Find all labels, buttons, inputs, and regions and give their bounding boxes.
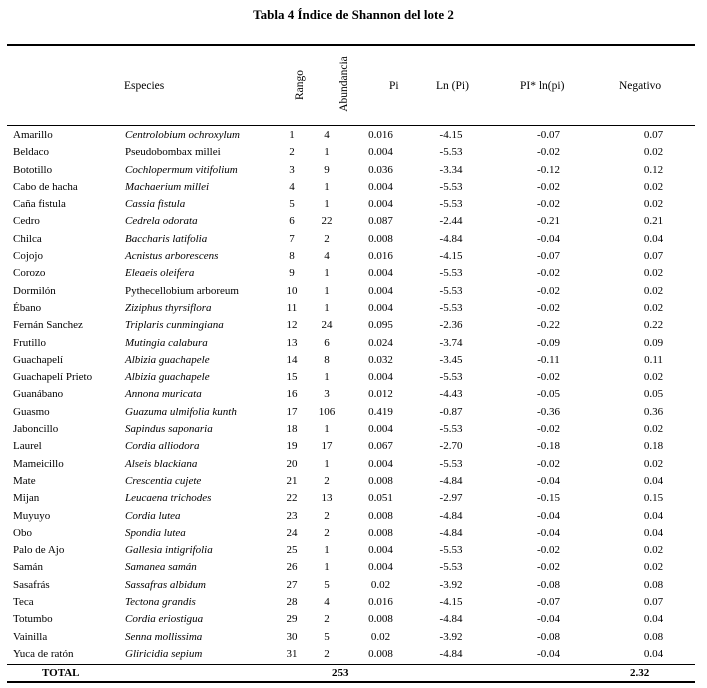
- scientific-name-cell: Albizia guachapele: [125, 353, 210, 366]
- pi-ln-pi-cell: -0.04: [537, 474, 560, 487]
- total-label: TOTAL: [42, 667, 80, 679]
- common-name-cell: Vainilla: [13, 630, 48, 643]
- common-name-cell: Sasafrás: [13, 578, 50, 591]
- pi-ln-pi-cell: -0.04: [537, 509, 560, 522]
- common-name-cell: Frutillo: [13, 336, 47, 349]
- common-name-cell: Amarillo: [13, 129, 53, 141]
- ln-pi-cell: -4.84: [439, 509, 463, 522]
- ln-pi-cell: -4.15: [439, 250, 463, 263]
- table-row: [7, 508, 701, 525]
- pi-cell: 0.419: [368, 405, 393, 418]
- common-name-cell: Jaboncillo: [13, 423, 59, 436]
- scientific-name-cell: Albizia guachapele: [125, 371, 210, 384]
- pi-cell: 0.004: [368, 301, 393, 314]
- abundance-cell: 1: [324, 457, 330, 470]
- abundance-cell: 1: [324, 284, 330, 297]
- table-row: [7, 231, 701, 248]
- common-name-cell: Totumbo: [13, 613, 53, 626]
- scientific-name-cell: Cordia eriostigua: [125, 613, 204, 626]
- rank-cell: 2: [289, 146, 295, 159]
- common-name-cell: Guachapelí Prieto: [13, 371, 93, 384]
- negative-cell: 0.36: [643, 405, 664, 418]
- pi-cell: 0.016: [368, 129, 393, 141]
- pi-ln-pi-cell: -0.02: [537, 544, 560, 557]
- ln-pi-cell: -3.92: [439, 578, 463, 591]
- top-rule: [7, 44, 695, 46]
- ln-pi-cell: -5.53: [439, 180, 463, 193]
- negative-cell: 0.02: [643, 457, 664, 470]
- rank-cell: 21: [286, 474, 298, 487]
- abundance-cell: 3: [324, 388, 330, 401]
- common-name-cell: Beldaco: [13, 146, 50, 159]
- negative-cell: 0.07: [643, 250, 664, 263]
- rank-cell: 28: [286, 596, 298, 609]
- pi-cell: 0.004: [368, 284, 393, 297]
- pi-cell: 0.008: [368, 647, 393, 660]
- rank-cell: 13: [286, 336, 298, 349]
- negative-cell: 0.08: [643, 630, 664, 643]
- table-row: [7, 438, 701, 455]
- common-name-cell: Laurel: [13, 440, 42, 453]
- scientific-name-cell: Annona muricata: [125, 388, 202, 401]
- negative-cell: 0.02: [643, 301, 664, 314]
- negative-cell: 0.07: [643, 596, 664, 609]
- table-row: [7, 317, 701, 334]
- rank-cell: 14: [286, 353, 298, 366]
- pi-ln-pi-cell: -0.07: [537, 129, 560, 141]
- negative-cell: 0.02: [643, 284, 664, 297]
- rank-cell: 7: [289, 232, 295, 245]
- table-row: [7, 179, 701, 196]
- negative-cell: 0.02: [643, 198, 664, 211]
- abundance-cell: 6: [324, 336, 330, 349]
- abundance-cell: 1: [324, 146, 330, 159]
- common-name-cell: Fernán Sanchez: [13, 319, 83, 332]
- negative-cell: 0.02: [643, 423, 664, 436]
- header-pi-ln-pi: PI* ln(pi): [520, 80, 565, 92]
- header-negative: Negativo: [619, 80, 662, 92]
- abundance-cell: 1: [324, 301, 330, 314]
- negative-cell: 0.08: [643, 578, 664, 591]
- negative-cell: 0.04: [643, 232, 664, 245]
- scientific-name-cell: Cordia alliodora: [125, 440, 200, 453]
- table-row: [7, 335, 701, 352]
- scientific-name-cell: Centrolobium ochroxylum: [125, 129, 240, 141]
- ln-pi-cell: -4.84: [439, 647, 463, 660]
- scientific-name-cell: Sapindus saponaria: [125, 423, 213, 436]
- ln-pi-cell: -5.53: [439, 198, 463, 211]
- table-row: [7, 577, 701, 594]
- rank-cell: 22: [286, 492, 298, 505]
- table-row: [7, 629, 701, 646]
- abundance-cell: 4: [324, 596, 330, 609]
- shannon-table: [7, 127, 701, 663]
- table-row: [7, 248, 701, 265]
- scientific-name-cell: Cordia lutea: [125, 509, 181, 522]
- common-name-cell: Chilca: [13, 232, 42, 245]
- ln-pi-cell: -5.53: [439, 146, 463, 159]
- pi-ln-pi-cell: -0.04: [537, 647, 560, 660]
- table-row: [7, 559, 701, 576]
- rank-cell: 31: [286, 647, 298, 660]
- pi-ln-pi-cell: -0.21: [537, 215, 560, 228]
- abundance-cell: 1: [324, 544, 330, 557]
- pi-ln-pi-cell: -0.02: [537, 561, 560, 574]
- common-name-cell: Muyuyo: [13, 509, 51, 522]
- rank-cell: 6: [289, 215, 295, 228]
- table-row: [7, 265, 701, 282]
- scientific-name-cell: Cedrela odorata: [125, 215, 198, 228]
- abundance-cell: 13: [321, 492, 333, 505]
- scientific-name-cell: Baccharis latifolia: [125, 232, 208, 245]
- pi-cell: 0.008: [368, 526, 393, 539]
- common-name-cell: Ébano: [13, 301, 42, 314]
- pi-cell: 0.024: [368, 336, 393, 349]
- abundance-cell: 5: [324, 630, 330, 643]
- rank-cell: 5: [289, 198, 295, 211]
- ln-pi-cell: -2.36: [439, 319, 463, 332]
- abundance-cell: 106: [318, 405, 336, 418]
- abundance-cell: 2: [324, 647, 330, 660]
- scientific-name-cell: Ziziphus thyrsiflora: [125, 301, 212, 314]
- rank-cell: 1: [289, 129, 295, 141]
- table-row: [7, 456, 701, 473]
- pi-cell: 0.004: [368, 267, 393, 280]
- rank-cell: 10: [286, 284, 298, 297]
- header-rule: [7, 125, 695, 126]
- pi-ln-pi-cell: -0.04: [537, 526, 560, 539]
- common-name-cell: Teca: [13, 596, 34, 609]
- pi-ln-pi-cell: -0.07: [537, 596, 560, 609]
- pi-cell: 0.004: [368, 180, 393, 193]
- ln-pi-cell: -5.53: [439, 457, 463, 470]
- rank-cell: 11: [286, 301, 298, 314]
- pi-ln-pi-cell: -0.05: [537, 388, 560, 401]
- scientific-name-cell: Spondia lutea: [125, 526, 186, 539]
- header-abundance: Abundancia: [338, 56, 350, 112]
- pi-ln-pi-cell: -0.04: [537, 232, 560, 245]
- common-name-cell: Samán: [13, 561, 43, 574]
- table-row: [7, 542, 701, 559]
- pi-cell: 0.095: [368, 319, 393, 332]
- pi-cell: 0.02: [370, 630, 391, 643]
- pi-ln-pi-cell: -0.02: [537, 198, 560, 211]
- scientific-name-cell: Machaerium millei: [125, 180, 210, 193]
- pi-cell: 0.004: [368, 371, 393, 384]
- negative-cell: 0.04: [643, 474, 664, 487]
- pi-ln-pi-cell: -0.07: [537, 250, 560, 263]
- common-name-cell: Corozo: [13, 267, 46, 280]
- rank-cell: 18: [286, 423, 298, 436]
- pi-ln-pi-cell: -0.02: [537, 267, 560, 280]
- ln-pi-cell: -4.84: [439, 613, 463, 626]
- common-name-cell: Guanábano: [13, 388, 64, 401]
- pi-ln-pi-cell: -0.11: [537, 353, 560, 366]
- pi-cell: 0.004: [368, 561, 393, 574]
- scientific-name-cell: Gliricidia sepium: [125, 647, 203, 660]
- ln-pi-cell: -5.53: [439, 423, 463, 436]
- table-row: [7, 404, 701, 421]
- pi-cell: 0.012: [368, 388, 393, 401]
- negative-cell: 0.04: [643, 613, 664, 626]
- negative-cell: 0.04: [643, 526, 664, 539]
- table-body: [7, 127, 701, 663]
- ln-pi-cell: -3.74: [439, 336, 463, 349]
- negative-cell: 0.02: [643, 180, 664, 193]
- header-pi: Pi: [389, 80, 399, 92]
- ln-pi-cell: -5.53: [439, 301, 463, 314]
- total-row: [7, 665, 695, 681]
- scientific-name-cell: Cochlopermum vitifolium: [125, 163, 238, 176]
- total-abundance: 253: [332, 667, 349, 679]
- pi-ln-pi-cell: -0.12: [537, 163, 560, 176]
- negative-cell: 0.05: [643, 388, 664, 401]
- table-row: [7, 594, 701, 611]
- rank-cell: 17: [286, 405, 298, 418]
- ln-pi-cell: -5.53: [439, 371, 463, 384]
- pi-cell: 0.087: [368, 215, 393, 228]
- scientific-name-cell: Samanea samán: [125, 561, 197, 574]
- ln-pi-cell: -5.53: [439, 561, 463, 574]
- common-name-cell: Cedro: [13, 215, 40, 228]
- rank-cell: 16: [286, 388, 298, 401]
- ln-pi-cell: -0.87: [439, 405, 463, 418]
- rank-cell: 15: [286, 371, 298, 384]
- negative-cell: 0.02: [643, 561, 664, 574]
- pi-ln-pi-cell: -0.02: [537, 371, 560, 384]
- table-row: [7, 611, 701, 628]
- table-title: Tabla 4 Índice de Shannon del lote 2: [253, 7, 454, 22]
- negative-cell: 0.18: [643, 440, 664, 453]
- header-rank: Rango: [294, 69, 306, 101]
- pi-ln-pi-cell: -0.02: [537, 180, 560, 193]
- rank-cell: 27: [286, 578, 298, 591]
- abundance-cell: 1: [324, 423, 330, 436]
- table-row: [7, 473, 701, 490]
- total-negative: 2.32: [630, 667, 650, 679]
- table-row: [7, 646, 701, 663]
- rank-cell: 4: [289, 180, 295, 193]
- ln-pi-cell: -4.15: [439, 596, 463, 609]
- rank-cell: 19: [286, 440, 298, 453]
- header-ln-pi: Ln (Pi): [436, 80, 469, 92]
- pi-cell: 0.008: [368, 613, 393, 626]
- abundance-cell: 2: [324, 509, 330, 522]
- table-row: [7, 144, 701, 161]
- ln-pi-cell: -5.53: [439, 544, 463, 557]
- abundance-cell: 2: [324, 613, 330, 626]
- pi-ln-pi-cell: -0.22: [537, 319, 560, 332]
- negative-cell: 0.02: [643, 544, 664, 557]
- abundance-cell: 8: [324, 353, 330, 366]
- abundance-cell: 4: [324, 250, 330, 263]
- scientific-name-cell: Alseis blackiana: [125, 457, 198, 470]
- table-row: [7, 352, 701, 369]
- pi-ln-pi-cell: -0.08: [537, 630, 560, 643]
- pi-cell: 0.051: [368, 492, 393, 505]
- negative-cell: 0.02: [643, 146, 664, 159]
- ln-pi-cell: -5.53: [439, 267, 463, 280]
- negative-cell: 0.04: [643, 509, 664, 522]
- abundance-cell: 2: [324, 474, 330, 487]
- ln-pi-cell: -2.44: [439, 215, 463, 228]
- table-row: [7, 283, 701, 300]
- pi-ln-pi-cell: -0.02: [537, 457, 560, 470]
- ln-pi-cell: -4.15: [439, 129, 463, 141]
- ln-pi-cell: -2.70: [439, 440, 463, 453]
- scientific-name-cell: Senna mollissima: [125, 630, 203, 643]
- scientific-name-cell: Crescentia cujete: [125, 474, 202, 487]
- table-row: [7, 213, 701, 230]
- bottom-rule: [7, 681, 695, 683]
- table-row: [7, 490, 701, 507]
- common-name-cell: Obo: [13, 526, 32, 539]
- ln-pi-cell: -2.97: [439, 492, 463, 505]
- table-row: [7, 127, 701, 144]
- rank-cell: 30: [286, 630, 298, 643]
- pi-cell: 0.032: [368, 353, 393, 366]
- ln-pi-cell: -3.45: [439, 353, 463, 366]
- pi-ln-pi-cell: -0.15: [537, 492, 560, 505]
- pi-ln-pi-cell: -0.02: [537, 423, 560, 436]
- scientific-name-cell: Acnistus arborescens: [125, 250, 219, 263]
- scientific-name-cell: Gallesia intigrifolia: [125, 544, 213, 557]
- negative-cell: 0.22: [643, 319, 664, 332]
- negative-cell: 0.02: [643, 371, 664, 384]
- scientific-name-cell: Pseudobombax millei: [125, 146, 221, 159]
- abundance-cell: 22: [321, 215, 333, 228]
- pi-cell: 0.067: [368, 440, 393, 453]
- ln-pi-cell: -4.43: [439, 388, 463, 401]
- ln-pi-cell: -3.34: [439, 163, 463, 176]
- negative-cell: 0.04: [643, 647, 664, 660]
- pi-cell: 0.02: [370, 578, 391, 591]
- scientific-name-cell: Cassia fistula: [125, 198, 186, 211]
- table-row: [7, 525, 701, 542]
- common-name-cell: Guasmo: [13, 405, 50, 418]
- abundance-cell: 4: [324, 129, 330, 141]
- negative-cell: 0.02: [643, 267, 664, 280]
- table-row: [7, 386, 701, 403]
- pi-cell: 0.004: [368, 423, 393, 436]
- pi-cell: 0.036: [368, 163, 393, 176]
- ln-pi-cell: -3.92: [439, 630, 463, 643]
- common-name-cell: Guachapelí: [13, 353, 64, 366]
- scientific-name-cell: Sassafras albidum: [125, 578, 206, 591]
- abundance-cell: 1: [324, 267, 330, 280]
- pi-ln-pi-cell: -0.36: [537, 405, 560, 418]
- pi-cell: 0.008: [368, 232, 393, 245]
- common-name-cell: Mijan: [13, 492, 40, 505]
- rank-cell: 9: [289, 267, 295, 280]
- rank-cell: 24: [286, 526, 298, 539]
- negative-cell: 0.09: [643, 336, 664, 349]
- pi-cell: 0.004: [368, 457, 393, 470]
- pi-cell: 0.016: [368, 250, 393, 263]
- scientific-name-cell: Eleaeis oleifera: [125, 267, 195, 280]
- common-name-cell: Cabo de hacha: [13, 180, 78, 193]
- negative-cell: 0.12: [643, 163, 664, 176]
- rank-cell: 12: [286, 319, 298, 332]
- pi-cell: 0.016: [368, 596, 393, 609]
- abundance-cell: 1: [324, 198, 330, 211]
- table-row: [7, 421, 701, 438]
- rank-cell: 29: [286, 613, 298, 626]
- abundance-cell: 1: [324, 561, 330, 574]
- negative-cell: 0.11: [644, 353, 663, 366]
- pi-ln-pi-cell: -0.09: [537, 336, 560, 349]
- ln-pi-cell: -4.84: [439, 526, 463, 539]
- pi-ln-pi-cell: -0.18: [537, 440, 560, 453]
- common-name-cell: Bototillo: [13, 163, 53, 176]
- negative-cell: 0.15: [643, 492, 664, 505]
- scientific-name-cell: Pythecellobium arboreum: [125, 284, 239, 297]
- pi-cell: 0.004: [368, 146, 393, 159]
- table-row: [7, 196, 701, 213]
- pi-ln-pi-cell: -0.02: [537, 301, 560, 314]
- common-name-cell: Mate: [13, 474, 36, 487]
- rank-cell: 25: [286, 544, 298, 557]
- rank-cell: 3: [289, 163, 295, 176]
- rank-cell: 20: [286, 457, 298, 470]
- abundance-cell: 2: [324, 232, 330, 245]
- pi-ln-pi-cell: -0.02: [537, 146, 560, 159]
- common-name-cell: Yuca de ratón: [13, 647, 74, 660]
- common-name-cell: Mameicillo: [13, 457, 64, 470]
- pi-cell: 0.004: [368, 544, 393, 557]
- table-row: [7, 162, 701, 179]
- abundance-cell: 5: [324, 578, 330, 591]
- rank-cell: 23: [286, 509, 298, 522]
- rank-cell: 26: [286, 561, 298, 574]
- common-name-cell: Dormilón: [13, 284, 56, 297]
- abundance-cell: 9: [324, 163, 330, 176]
- negative-cell: 0.07: [643, 129, 664, 141]
- scientific-name-cell: Tectona grandis: [125, 596, 196, 609]
- ln-pi-cell: -4.84: [439, 474, 463, 487]
- pi-ln-pi-cell: -0.02: [537, 284, 560, 297]
- header-species: Especies: [124, 80, 165, 92]
- abundance-cell: 1: [324, 180, 330, 193]
- common-name-cell: Palo de Ajo: [13, 544, 65, 557]
- abundance-cell: 2: [324, 526, 330, 539]
- pi-ln-pi-cell: -0.08: [537, 578, 560, 591]
- rank-cell: 8: [289, 250, 295, 263]
- ln-pi-cell: -5.53: [439, 284, 463, 297]
- scientific-name-cell: Mutingia calabura: [125, 336, 208, 349]
- abundance-cell: 17: [321, 440, 333, 453]
- pi-cell: 0.008: [368, 474, 393, 487]
- table-row: [7, 369, 701, 386]
- pi-cell: 0.008: [368, 509, 393, 522]
- scientific-name-cell: Guazuma ulmifolia kunth: [125, 405, 237, 418]
- negative-cell: 0.21: [643, 215, 664, 228]
- pi-ln-pi-cell: -0.04: [537, 613, 560, 626]
- pi-cell: 0.004: [368, 198, 393, 211]
- scientific-name-cell: Leucaena trichodes: [125, 492, 212, 505]
- ln-pi-cell: -4.84: [439, 232, 463, 245]
- abundance-cell: 24: [321, 319, 333, 332]
- abundance-cell: 1: [324, 371, 330, 384]
- table-row: [7, 300, 701, 317]
- common-name-cell: Cojojo: [13, 250, 43, 263]
- common-name-cell: Caña fistula: [13, 198, 66, 211]
- scientific-name-cell: Triplaris cunmingiana: [125, 319, 224, 332]
